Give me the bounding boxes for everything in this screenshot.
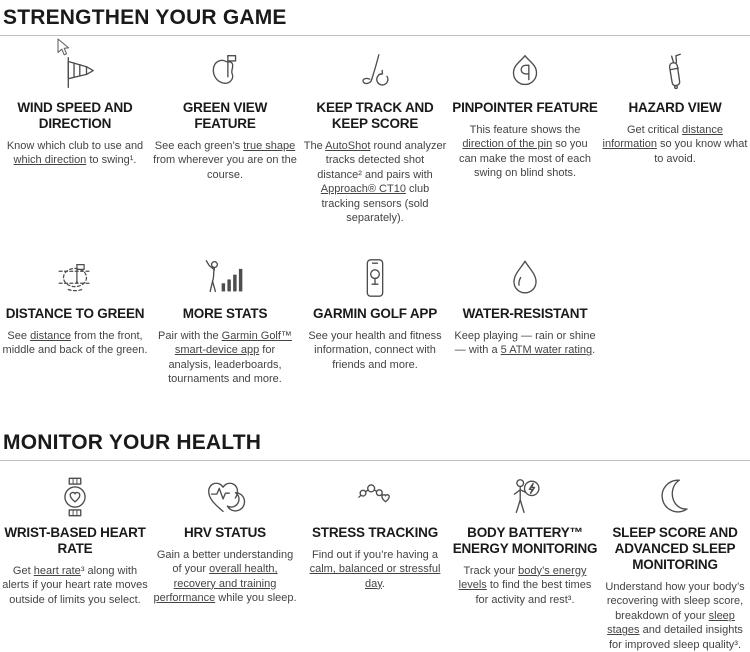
feature-card-wind-speed — [2, 46, 148, 226]
text-segment: . — [381, 577, 385, 590]
inline-link[interactable]: 5 ATM water rating — [500, 344, 593, 357]
inline-link[interactable]: calm, balanced or stressful day — [309, 563, 441, 590]
feature-title: WATER-RESISTANT — [462, 305, 588, 321]
feature-description — [602, 580, 748, 652]
text-segment: See each green’s — [154, 139, 244, 152]
feature-card-sleep-score — [602, 471, 748, 652]
feature-title: BODY BATTERY™ ENERGY MONITORING — [452, 524, 598, 556]
feature-description — [302, 329, 448, 373]
feature-card-hazard-view — [602, 46, 748, 226]
text-segment: to find the best times for activity and rest³. — [475, 579, 592, 606]
feature-title: SLEEP SCORE AND ADVANCED SLEEP MONITORING — [612, 524, 738, 572]
inline-link[interactable]: heart rate — [33, 564, 81, 577]
feature-title: MORE STATS — [182, 305, 268, 321]
feature-card-keep-score — [302, 46, 448, 226]
text-segment: Gain a better understanding of your — [156, 548, 294, 576]
inline-link[interactable]: true shape — [243, 139, 296, 152]
section-title: MONITOR YOUR HEALTH — [0, 425, 750, 461]
section-monitor-your-health — [0, 425, 750, 652]
inline-link[interactable]: Approach® CT10 — [320, 183, 406, 196]
feature-card-stress-tracking — [302, 471, 448, 652]
text-segment: for analysis, leaderboards, tournaments and more. — [168, 344, 282, 386]
feature-description — [152, 139, 298, 183]
text-segment: The — [303, 139, 326, 152]
water-drop-icon — [502, 252, 548, 304]
features-row-1 — [0, 46, 750, 226]
feature-description — [152, 548, 298, 606]
feature-description — [452, 123, 598, 181]
inline-link[interactable]: AutoShot — [325, 139, 371, 152]
feature-card-pinpointer — [452, 46, 598, 226]
feature-description — [2, 329, 148, 358]
text-segment: Understand how your body’s recovering with sleep score, breakdown of your — [605, 580, 745, 622]
text-segment: while you sleep. — [215, 592, 297, 605]
text-segment: and detailed insights for improved sleep quality³. — [608, 624, 743, 651]
heart-ecg-moon-icon — [202, 471, 248, 523]
feature-title: GARMIN GOLF APP — [313, 305, 437, 321]
feature-card-garmin-golf-app — [302, 252, 448, 387]
feature-card-green-view — [152, 46, 298, 226]
text-segment: Know which club to use and — [6, 139, 144, 152]
text-segment: from the front, middle and back of the green. — [2, 329, 148, 357]
feature-description — [302, 548, 448, 592]
text-segment: . — [592, 344, 596, 357]
inline-link[interactable]: distance information — [602, 123, 723, 151]
body-battery-bolt-icon — [502, 471, 548, 523]
text-segment: club tracking sensors (sold separately). — [321, 183, 430, 225]
feature-description — [2, 139, 148, 168]
text-segment: so you know what to avoid. — [654, 138, 748, 165]
inline-link[interactable]: direction of the pin — [462, 138, 553, 151]
text-segment: This feature shows the — [469, 123, 581, 136]
feature-description — [452, 564, 598, 608]
feature-description — [602, 123, 748, 167]
feature-title: WRIST-BASED HEART RATE — [4, 524, 146, 556]
feature-title: STRESS TRACKING — [311, 524, 438, 540]
phone-golf-ball-icon — [352, 252, 398, 304]
feature-title: GREEN VIEW FEATURE — [182, 100, 268, 131]
text-segment: so you can make the most of each swing on blind shots. — [458, 138, 592, 180]
watch-heart-icon — [52, 471, 98, 523]
feature-description — [452, 329, 598, 358]
text-segment: Keep playing — rain or shine — with a — [454, 329, 596, 357]
feature-title: KEEP TRACK AND KEEP SCORE — [316, 100, 434, 131]
feature-title: HAZARD VIEW — [628, 100, 722, 115]
feature-title: PINPOINTER FEATURE — [452, 100, 598, 115]
feature-description — [302, 139, 448, 226]
green-view-flag-icon — [202, 46, 248, 98]
stress-molecule-heart-icon — [352, 471, 398, 523]
text-segment: round analyzer tracks detected shot distance² and pairs with — [317, 139, 447, 181]
text-segment: Get — [12, 564, 34, 577]
text-segment: Pair with the — [158, 329, 222, 342]
text-segment: from wherever you are on the course. — [153, 154, 297, 181]
features-row-2 — [0, 252, 750, 387]
feature-description — [2, 564, 148, 608]
feature-card-distance-to-green — [2, 252, 148, 387]
text-segment: Find out if you’re having a — [312, 548, 438, 561]
text-segment: Get critical — [627, 123, 683, 136]
inline-link[interactable]: which direction — [13, 154, 87, 167]
feature-title: HRV STATUS — [183, 524, 266, 540]
feature-description — [152, 329, 298, 387]
feature-title: DISTANCE TO GREEN — [5, 305, 145, 321]
feature-title: WIND SPEED AND DIRECTION — [17, 100, 133, 131]
windsock-cursor-icon — [52, 46, 98, 98]
inline-link[interactable]: body’s energy levels — [458, 564, 587, 592]
green-distance-flag-icon — [52, 252, 98, 304]
feature-card-water-resistant — [452, 252, 598, 387]
text-segment: See — [7, 329, 31, 342]
pin-direction-drop-icon — [502, 46, 548, 98]
inline-link[interactable]: distance — [30, 329, 72, 342]
text-segment: See your health and fitness information, connect with friends and more. — [308, 329, 442, 371]
text-segment: Track your — [463, 564, 519, 577]
feature-card-hrv-status — [152, 471, 298, 652]
inline-link[interactable]: overall health, recovery and training performance — [153, 563, 278, 605]
inline-link[interactable]: Garmin Golf™ smart-device app — [174, 329, 292, 357]
feature-card-heart-rate — [2, 471, 148, 652]
section-title: STRENGTHEN YOUR GAME — [0, 0, 750, 36]
feature-card-more-stats — [152, 252, 298, 387]
inline-link[interactable]: sleep stages — [607, 609, 735, 637]
text-segment: to swing¹. — [86, 154, 137, 167]
golfer-stats-bars-icon — [202, 252, 248, 304]
empty-grid-cell — [602, 252, 748, 387]
crescent-moon-icon — [652, 471, 698, 523]
features-row-3 — [0, 471, 750, 652]
golf-club-sync-icon — [352, 46, 398, 98]
feature-card-body-battery — [452, 471, 598, 652]
text-segment: ³ along with alerts if your heart rate moves outside of limits you select. — [2, 564, 148, 606]
golf-bag-icon — [652, 46, 698, 98]
